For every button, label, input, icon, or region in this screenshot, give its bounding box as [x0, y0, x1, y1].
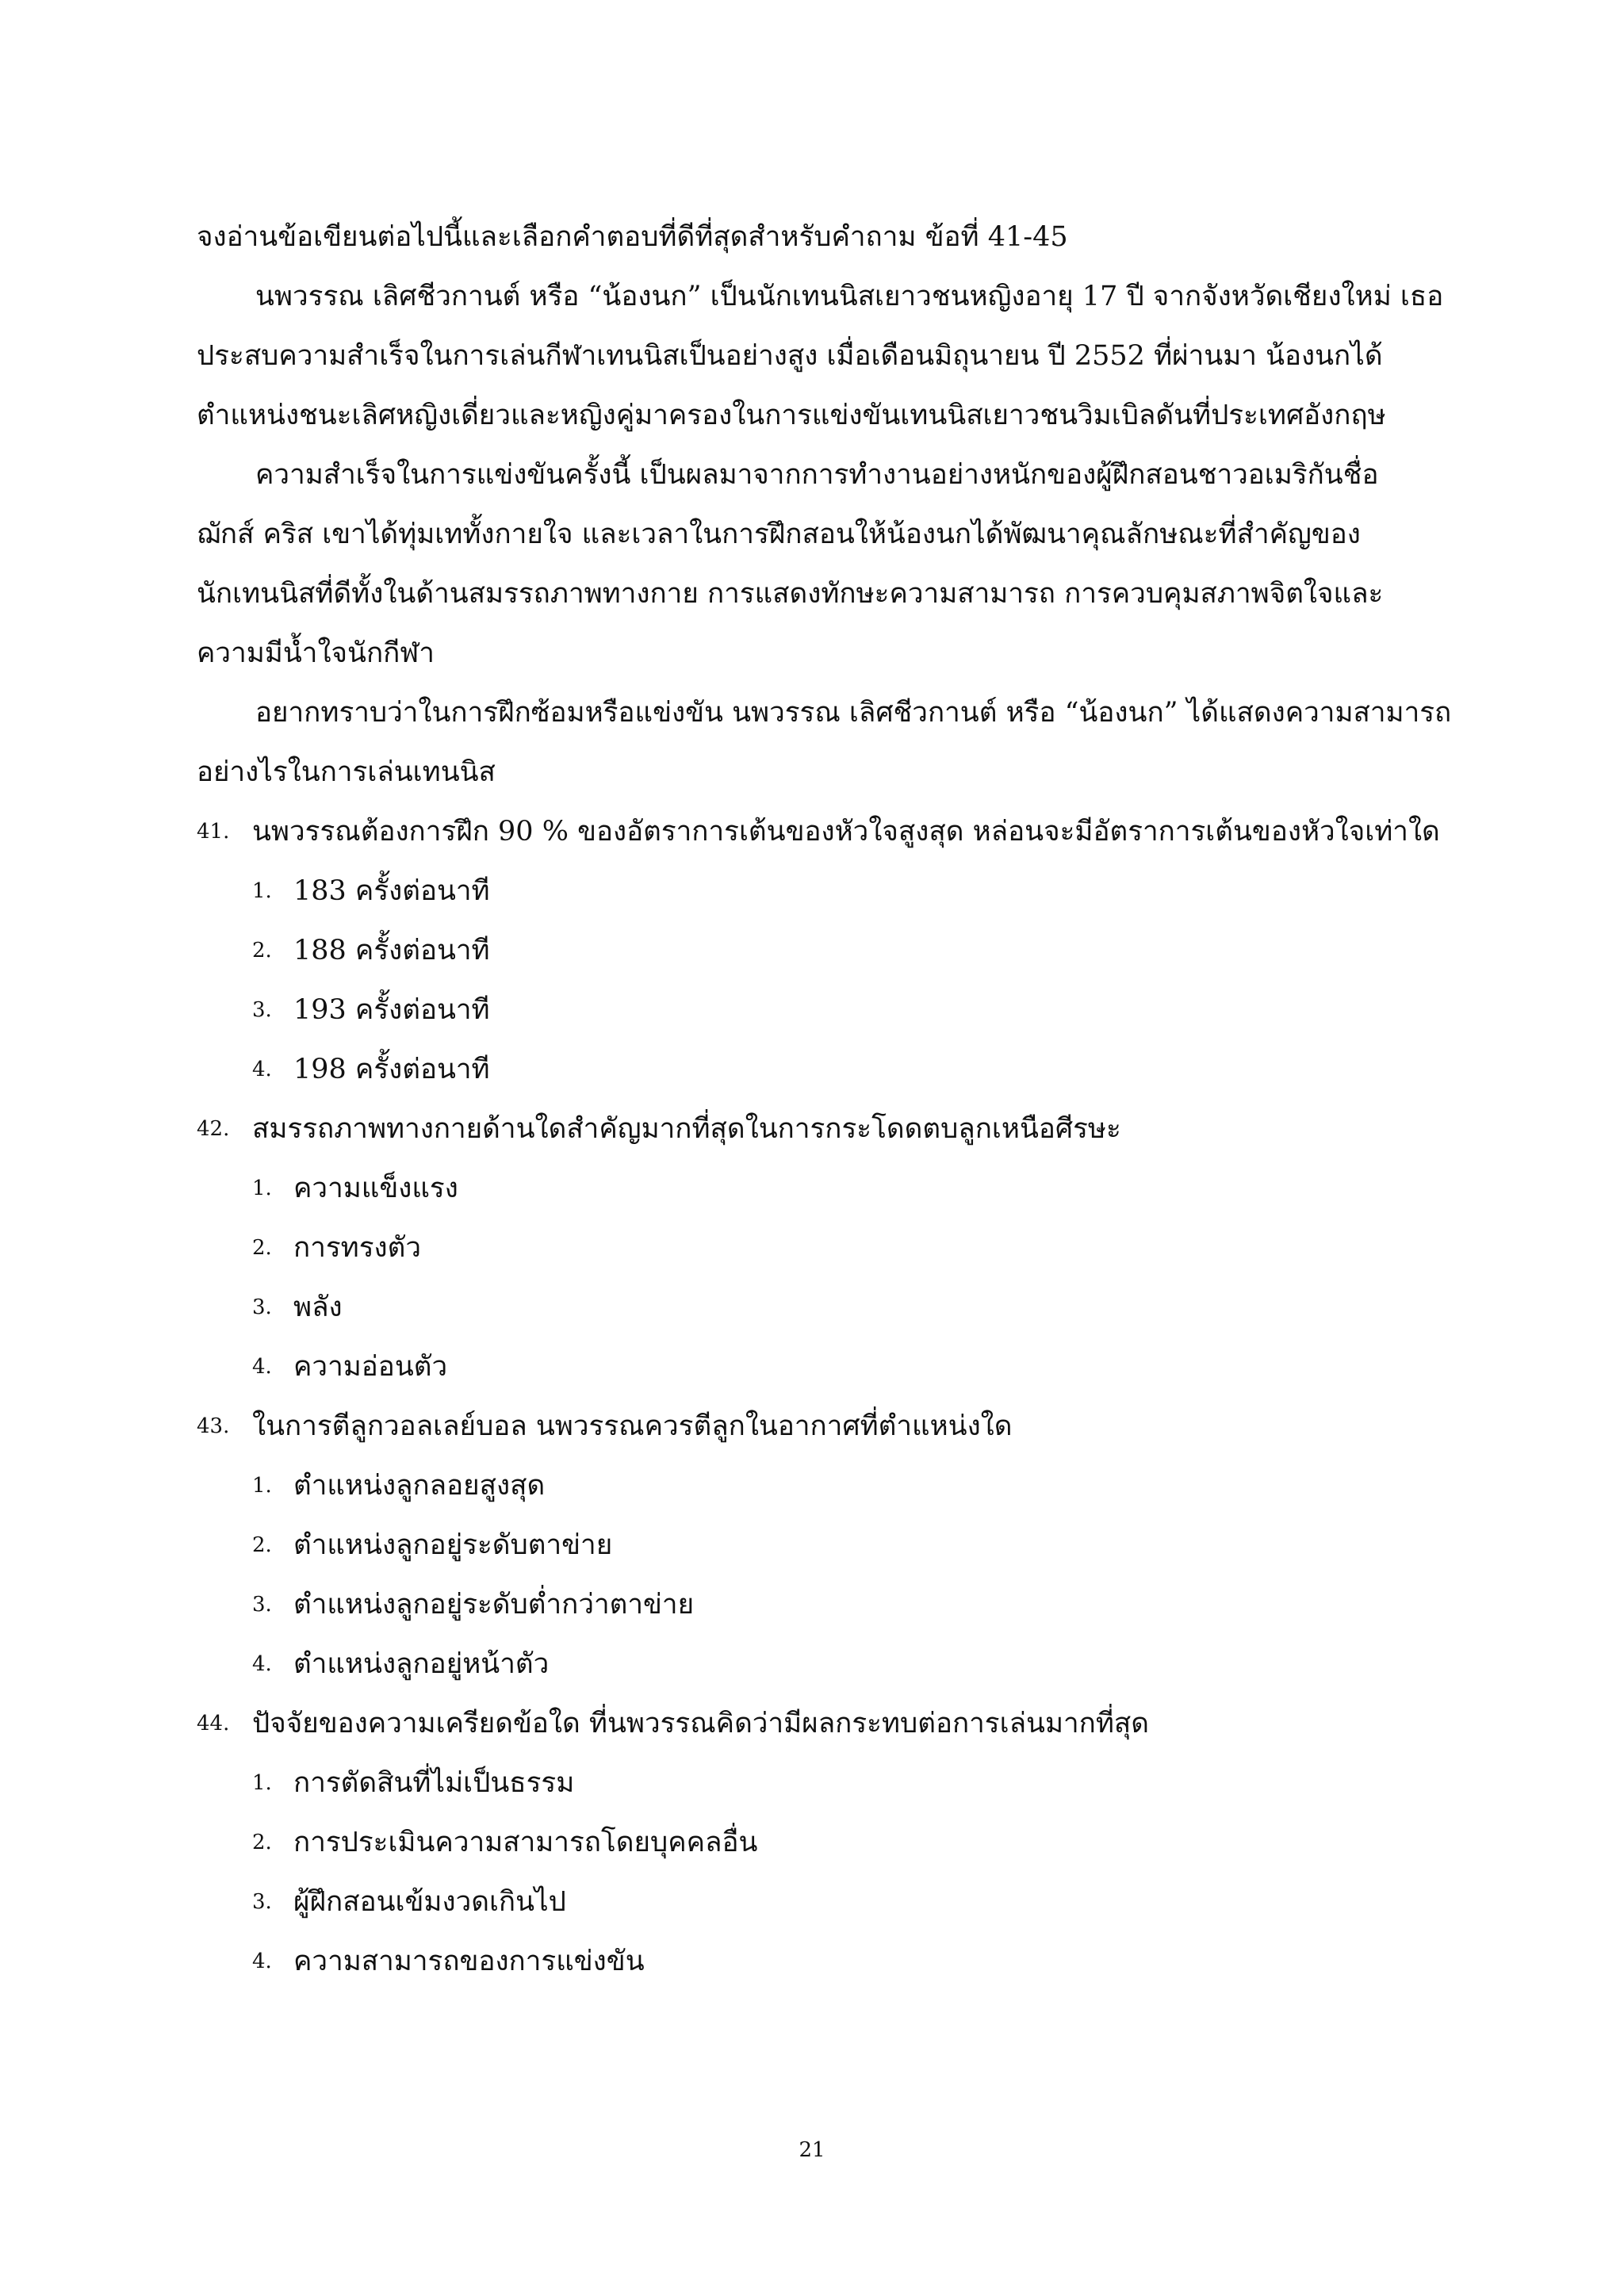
question: [197, 1100, 1481, 1159]
question-number: 42.: [197, 1117, 230, 1141]
passage-line: ประสบความสำเร็จในการเล่นกีฬาเทนนิสเป็นอย่างสูง เมื่อเดือนมิถุนายน ปี 2552 ที่ผ่านมา น้องนกได้: [197, 340, 1383, 372]
answer-option: [197, 1635, 1481, 1694]
passage-line: ความมีน้ำใจนักกีฬา: [197, 637, 435, 669]
option-number: 1.: [252, 1771, 272, 1795]
option-text: ผู้ฝึกสอนเข้มงวดเกินไป: [293, 1886, 566, 1918]
question: [197, 1694, 1481, 1754]
question-block: [197, 1397, 1481, 1694]
question-number: 43.: [197, 1414, 230, 1438]
passage-line: นักเทนนิสที่ดีทั้งในด้านสมรรถภาพทางกาย การแสดงทักษะความสามารถ การควบคุมสภาพจิตใจและ: [197, 578, 1384, 610]
option-text: ความแข็งแรง: [293, 1173, 458, 1204]
option-number: 1.: [252, 1177, 272, 1200]
option-number: 3.: [252, 998, 272, 1022]
question-text: ในการตีลูกวอลเลย์บอล นพวรรณควรตีลูกในอากาศที่ตำแหน่งใด: [252, 1410, 1013, 1442]
option-text: 183 ครั้งต่อนาที: [293, 875, 490, 907]
answer-option: [197, 1754, 1481, 1813]
option-text: การทรงตัว: [293, 1232, 421, 1264]
question-text: นพวรรณต้องการฝึก 90 % ของอัตราการเต้นของหัวใจสูงสุด หล่อนจะมีอัตราการเต้นของหัวใจเท่าใด: [252, 816, 1440, 848]
passage: [197, 267, 1481, 802]
option-number: 3.: [252, 1593, 272, 1617]
answer-option: [197, 1337, 1481, 1397]
option-text: ความสามารถของการแข่งขัน: [293, 1946, 645, 1977]
answer-option: [197, 921, 1481, 981]
answer-option: [197, 1873, 1481, 1932]
option-number: 2.: [252, 1831, 272, 1854]
option-text: ตำแหน่งลูกอยู่หน้าตัว: [293, 1648, 550, 1680]
answer-option: [197, 1159, 1481, 1219]
option-number: 4.: [252, 1950, 272, 1973]
answer-option: [197, 1219, 1481, 1278]
option-number: 2.: [252, 1236, 272, 1260]
option-number: 3.: [252, 1890, 272, 1914]
option-number: 4.: [252, 1058, 272, 1081]
question-text: ปัจจัยของความเครียดข้อใด ที่นพวรรณคิดว่ามีผลกระทบต่อการเล่นมากที่สุด: [252, 1708, 1150, 1739]
option-number: 1.: [252, 879, 272, 903]
passage-line: ความสำเร็จในการแข่งขันครั้งนี้ เป็นผลมาจากการทำงานอย่างหนักของผู้ฝึกสอนชาวอเมริกันชื่อ: [255, 459, 1379, 491]
answer-option: [197, 1516, 1481, 1575]
question-number: 44.: [197, 1712, 230, 1735]
passage-line: นพวรรณ เลิศชีวกานต์ หรือ “น้องนก” เป็นนักเทนนิสเยาวชนหญิงอายุ 17 ปี จากจังหวัดเชียงใหม่ เธอ: [255, 281, 1444, 312]
answer-option: [197, 862, 1481, 921]
option-number: 2.: [252, 1533, 272, 1557]
answer-option: [197, 1456, 1481, 1516]
question-block: [197, 1100, 1481, 1397]
answer-option: [197, 1278, 1481, 1337]
question: [197, 1397, 1481, 1456]
question-block: [197, 1694, 1481, 1992]
answer-option: [197, 1813, 1481, 1873]
page-number: 21: [799, 2138, 825, 2162]
instruction-line: จงอ่านข้อเขียนต่อไปนี้และเลือกคำตอบที่ดีที่สุดสำหรับคำถาม ข้อที่ 41-45: [197, 221, 1068, 253]
passage-line: ฌักส์ คริส เขาได้ทุ่มเททั้งกายใจ และเวลาในการฝึกสอนให้น้องนกได้พัฒนาคุณลักษณะที่สำคัญของ: [197, 519, 1361, 550]
question-list: [197, 802, 1481, 1992]
option-text: การตัดสินที่ไม่เป็นธรรม: [293, 1767, 575, 1799]
option-number: 4.: [252, 1355, 272, 1379]
option-text: 188 ครั้งต่อนาที: [293, 935, 490, 966]
passage-line: อยากทราบว่าในการฝึกซ้อมหรือแข่งขัน นพวรรณ เลิศชีวกานต์ หรือ “น้องนก” ได้แสดงความสามารถ: [255, 697, 1452, 729]
option-text: ตำแหน่งลูกอยู่ระดับตาข่าย: [293, 1529, 613, 1561]
answer-option: [197, 981, 1481, 1040]
option-text: ตำแหน่งลูกลอยสูงสุด: [293, 1470, 546, 1502]
passage-line: ตำแหน่งชนะเลิศหญิงเดี่ยวและหญิงคู่มาครองในการแข่งขันเทนนิสเยาวชนวิมเบิลดันที่ประเทศอังกฤษ: [197, 400, 1386, 431]
answer-option: [197, 1040, 1481, 1100]
option-number: 2.: [252, 939, 272, 962]
question: [197, 802, 1481, 862]
option-number: 4.: [252, 1652, 272, 1676]
passage-line: อย่างไรในการเล่นเทนนิส: [197, 756, 496, 788]
option-text: ตำแหน่งลูกอยู่ระดับต่ำกว่าตาข่าย: [293, 1589, 695, 1621]
question-block: [197, 802, 1481, 1100]
option-number: 1.: [252, 1474, 272, 1498]
option-text: 198 ครั้งต่อนาที: [293, 1054, 490, 1085]
answer-option: [197, 1575, 1481, 1635]
question-text: สมรรถภาพทางกายด้านใดสำคัญมากที่สุดในการกระโดดตบลูกเหนือศีรษะ: [252, 1113, 1121, 1145]
option-number: 3.: [252, 1295, 272, 1319]
option-text: ความอ่อนตัว: [293, 1351, 448, 1383]
option-text: การประเมินความสามารถโดยบุคคลอื่น: [293, 1827, 758, 1858]
answer-option: [197, 1932, 1481, 1992]
option-text: 193 ครั้งต่อนาที: [293, 994, 490, 1026]
option-text: พลัง: [293, 1292, 343, 1323]
question-number: 41.: [197, 820, 230, 844]
